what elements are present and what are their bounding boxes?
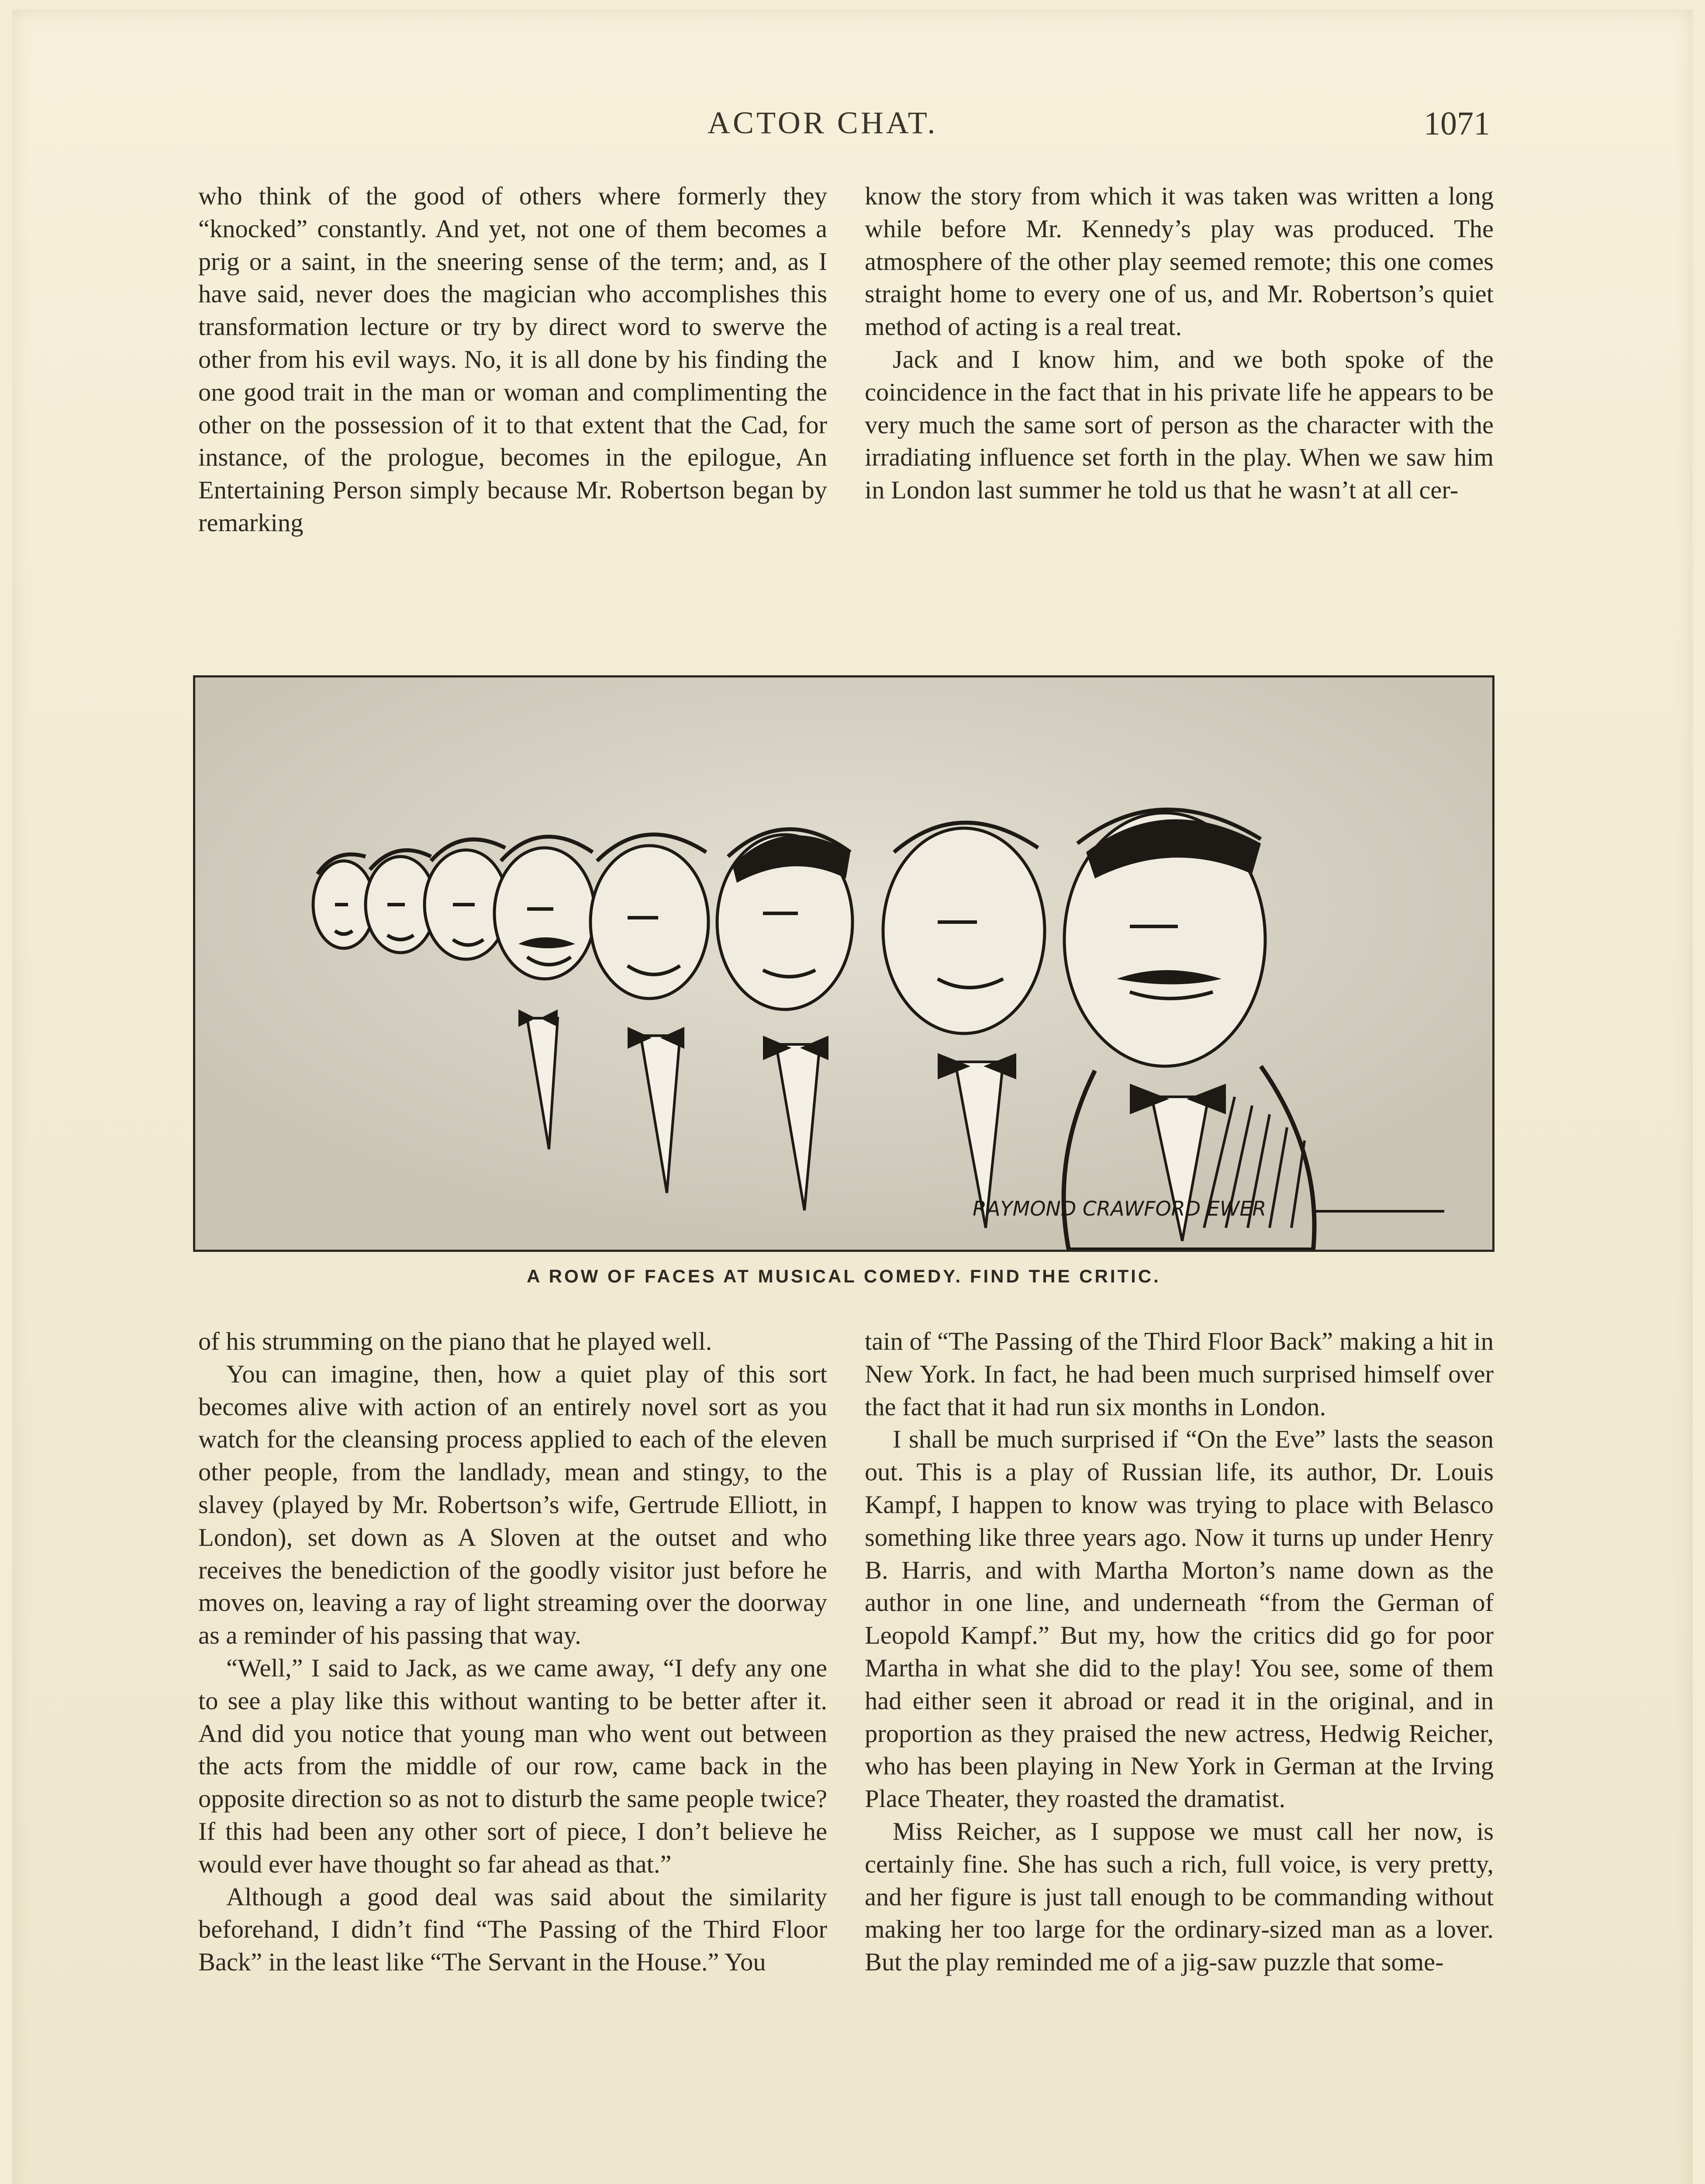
text-column-bottom-right <box>865 1325 1494 1979</box>
paragraph: of his strumming on the piano that he played well. <box>198 1327 712 1355</box>
paragraph: know the story from which it was taken was written a long while before Mr. Kennedy’s play was produced. The atmosphere of the other play seemed remote; this one comes straight home to every one of us, and Mr. Robertson’s quiet method of acting is a real treat. <box>865 182 1494 341</box>
page-number: 1071 <box>1424 105 1490 142</box>
paragraph: who think of the good of others where formerly they “knocked” constantly. And yet, not one of them becomes a prig or a saint, in the sneering sense of the term; and, as I have said, never does the magician who accomplishes this transformation lecture or try by direct word to swerve the other from his evil ways. No, it is all done by his finding the one good trait in the man or woman and complimenting the other on the possession of it to that extent that the Cad, for instance, of the prologue, becomes in the epilogue, An Entertaining Person simply because Mr. Robertson began by remarking <box>198 182 827 537</box>
paragraph: Jack and I know him, and we both spoke of the coincidence in the fact that in his private life he appears to be very much the same sort of person as the character with the irradiating influence set forth in the play. When we saw him in London last summer he told us that he wasn’t at all cer- <box>865 345 1494 505</box>
paragraph: You can imagine, then, how a quiet play of this sort becomes alive with action of an entirely novel sort as you watch for the cleansing process applied to each of the eleven other people, from the landlady, mean and stingy, to the slavey (played by Mr. Robertson’s wife, Gertrude Elliott, in London), set down as A Sloven at the outset and who receives the benediction of the goodly visitor just before he moves on, leaving a ray of light streaming over the doorway as a reminder of his passing that way. <box>198 1359 827 1650</box>
text-column-bottom-left <box>198 1325 827 1979</box>
paragraph: Although a good deal was said about the similarity beforehand, I didn’t find “The Passing of the Third Floor Back” in the least like “The Servant in the House.” You <box>198 1882 827 1977</box>
row-of-faces-drawing <box>195 677 1492 1250</box>
running-head: ACTOR CHAT. <box>708 105 938 140</box>
cartoon-illustration <box>193 675 1494 1252</box>
text-column-top-left <box>198 180 827 539</box>
paragraph: Miss Reicher, as I suppose we must call her now, is certainly fine. She has such a rich, full voice, is very pretty, and her figure is just tall enough to be commanding without making her too large for the ordinary-sized man as a lover. But the play reminded me of a jig-saw puzzle that some- <box>865 1817 1494 1977</box>
paragraph: I shall be much surprised if “On the Eve” lasts the season out. This is a play of Russian life, its author, Dr. Louis Kampf, I happen to know was trying to place with Belasco something like three years ago. Now it turns up under Henry B. Harris, and with Martha Morton’s name down as the author in one line, and underneath “from the German of Leopold Kampf.” But my, how the critics did go for poor Martha in what she did to the play! You see, some of them had either seen it abroad or read it in the original, and in proportion as they praised the new actress, Hedwig Reicher, who has been playing in New York in German at the Irving Place Theater, they roasted the dramatist. <box>865 1425 1494 1813</box>
paragraph: tain of “The Passing of the Third Floor Back” making a hit in New York. In fact, he had been much surprised himself over the fact that it had run six months in London. <box>865 1327 1494 1421</box>
figure-caption: A ROW OF FACES AT MUSICAL COMEDY. FIND THE CRITIC. <box>527 1266 1161 1286</box>
paragraph: “Well,” I said to Jack, as we came away, “I defy any one to see a play like this without wanting to be better after it. And did you notice that young man who went out between the acts from the middle of our row, came back in the opposite direction so as not to disturb the same people twice? If this had been any other sort of piece, I don’t believe he would ever have thought so far ahead as that.” <box>198 1653 827 1878</box>
text-column-top-right <box>865 180 1494 507</box>
artist-signature: RAYMOND CRAWFORD EWER <box>973 1197 1267 1220</box>
